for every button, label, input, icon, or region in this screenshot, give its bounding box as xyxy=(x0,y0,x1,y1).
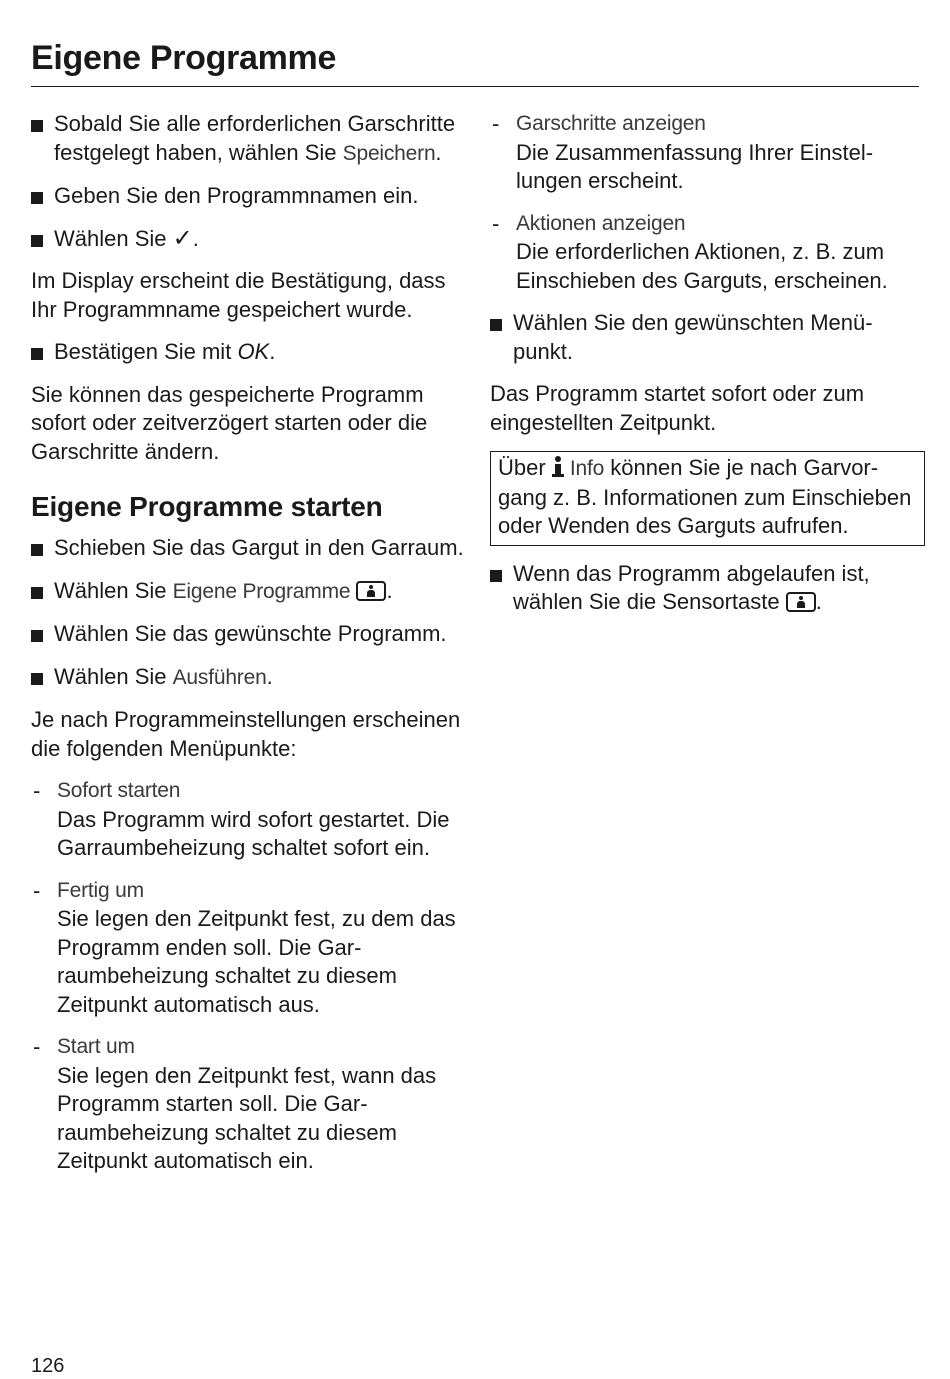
option-name: Fertig um xyxy=(57,878,144,902)
checkmark-icon: ✓ xyxy=(172,224,193,252)
menu-term-speichern: Speichern xyxy=(342,141,436,165)
tip-text: können Sie je nach Garvorgang z. B. Informationen zum Einschieben oder Wenden des Garguts aufrufen. xyxy=(498,455,912,538)
instruction-text: Wählen Sie das gewünschte Programm. xyxy=(54,621,447,646)
dash-marker: - xyxy=(492,111,500,136)
option-fertig-um xyxy=(31,877,471,1020)
option-name: Start um xyxy=(57,1035,135,1058)
punctuation: . xyxy=(815,589,822,614)
option-description: Die erforderlichen Aktionen, z. B. zum Einschieben des Garguts, erscheinen. xyxy=(516,239,888,293)
menu-term-eigene-programme: Eigene Programme xyxy=(172,579,351,603)
info-icon xyxy=(552,456,564,478)
ok-term: OK xyxy=(237,339,270,364)
punctuation: . xyxy=(435,139,442,165)
option-description: Sie legen den Zeitpunkt fest, zu dem das Programm enden soll. Die Garraumbeheizung schaltet zu diesem Zeitpunkt automatisch aus. xyxy=(57,906,456,1017)
instruction-select-program xyxy=(31,620,471,649)
bullet-square-icon xyxy=(31,544,43,556)
instruction-insert-food xyxy=(31,534,471,563)
dash-marker: - xyxy=(33,877,41,903)
option-start-um xyxy=(31,1033,471,1176)
option-name: Garschritte anzeigen xyxy=(516,112,706,135)
instruction-save xyxy=(31,110,471,168)
page-number: 126 xyxy=(31,1355,65,1377)
option-description: Die Zusammenfassung Ihrer Einstellungen erscheint. xyxy=(516,139,874,193)
punctuation: . xyxy=(192,225,199,251)
info-tip-box xyxy=(490,451,925,546)
instruction-text: Schieben Sie das Gargut in den Garraum. xyxy=(54,535,464,560)
dash-marker: - xyxy=(33,778,41,803)
instruction-text: Sobald Sie alle erforderlichen Garschritte festgelegt haben, wählen Sie xyxy=(54,111,456,165)
sensor-key-icon xyxy=(786,592,816,612)
bullet-square-icon xyxy=(490,570,502,582)
menu-term-info: Info xyxy=(569,457,605,480)
paragraph-start-options: Sie können das gespeicherte Programm sofort oder zeitverzögert starten oder die Garschritte ändern. xyxy=(31,381,428,464)
tip-text: Über xyxy=(498,455,552,480)
bullet-square-icon xyxy=(31,348,43,360)
instruction-text: Wenn das Programm abgelaufen ist, wählen Sie die Sensortaste xyxy=(513,560,870,614)
instruction-confirm-ok xyxy=(31,338,471,367)
paragraph-confirmation: Im Display erscheint die Bestätigung, dass Ihr Programmname gespeichert wurde. xyxy=(31,268,446,322)
page-title: Eigene Programme xyxy=(31,39,337,77)
title-divider xyxy=(31,86,919,87)
menu-term-ausfuehren: Ausführen xyxy=(172,665,267,689)
bullet-square-icon xyxy=(31,673,43,685)
paragraph-program-starts: Das Programm startet sofort oder zum eingestellten Zeitpunkt. xyxy=(490,381,865,435)
option-garschritte-anzeigen xyxy=(490,110,925,196)
bullet-square-icon xyxy=(490,319,502,331)
bullet-square-icon xyxy=(31,192,43,204)
instruction-text: Wählen Sie den gewünschten Menüpunkt. xyxy=(513,310,873,364)
instruction-select-menu-item xyxy=(490,309,925,366)
instruction-select-check xyxy=(31,225,471,254)
sensor-key-icon xyxy=(356,581,386,601)
bullet-square-icon xyxy=(31,630,43,642)
instruction-select-own-programs xyxy=(31,577,471,607)
instruction-program-finished xyxy=(490,560,925,617)
option-description: Das Programm wird sofort gestartet. Die Garraumbeheizung schaltet sofort ein. xyxy=(57,806,450,860)
paragraph-menu-items: Je nach Programmeinstellungen erscheinen die folgenden Menüpunkte: xyxy=(31,707,461,761)
instruction-text: Wählen Sie xyxy=(54,663,173,689)
instruction-text: Wählen Sie xyxy=(54,577,173,603)
option-aktionen-anzeigen xyxy=(490,210,925,296)
dash-marker: - xyxy=(33,1034,41,1059)
right-column xyxy=(490,110,925,631)
option-description: Sie legen den Zeitpunkt fest, wann das Programm starten soll. Die Garraumbeheizung schaltet zu diesem Zeitpunkt automatisch ein. xyxy=(57,1062,437,1173)
punctuation: . xyxy=(266,663,273,689)
instruction-text: Geben Sie den Programmnamen ein. xyxy=(54,183,419,208)
option-sofort-starten xyxy=(31,777,471,863)
dash-marker: - xyxy=(492,210,500,236)
instruction-enter-name xyxy=(31,182,471,211)
bullet-square-icon xyxy=(31,235,43,247)
option-name: Aktionen anzeigen xyxy=(516,211,686,235)
punctuation: . xyxy=(269,339,276,364)
bullet-square-icon xyxy=(31,120,43,132)
left-column xyxy=(31,110,471,1190)
punctuation: . xyxy=(386,577,393,603)
instruction-text: Bestätigen Sie mit xyxy=(54,339,238,364)
option-name: Sofort starten xyxy=(57,779,181,802)
instruction-select-execute xyxy=(31,663,471,693)
bullet-square-icon xyxy=(31,587,43,599)
section-heading: Eigene Programme starten xyxy=(31,491,383,522)
instruction-text: Wählen Sie xyxy=(54,225,173,251)
